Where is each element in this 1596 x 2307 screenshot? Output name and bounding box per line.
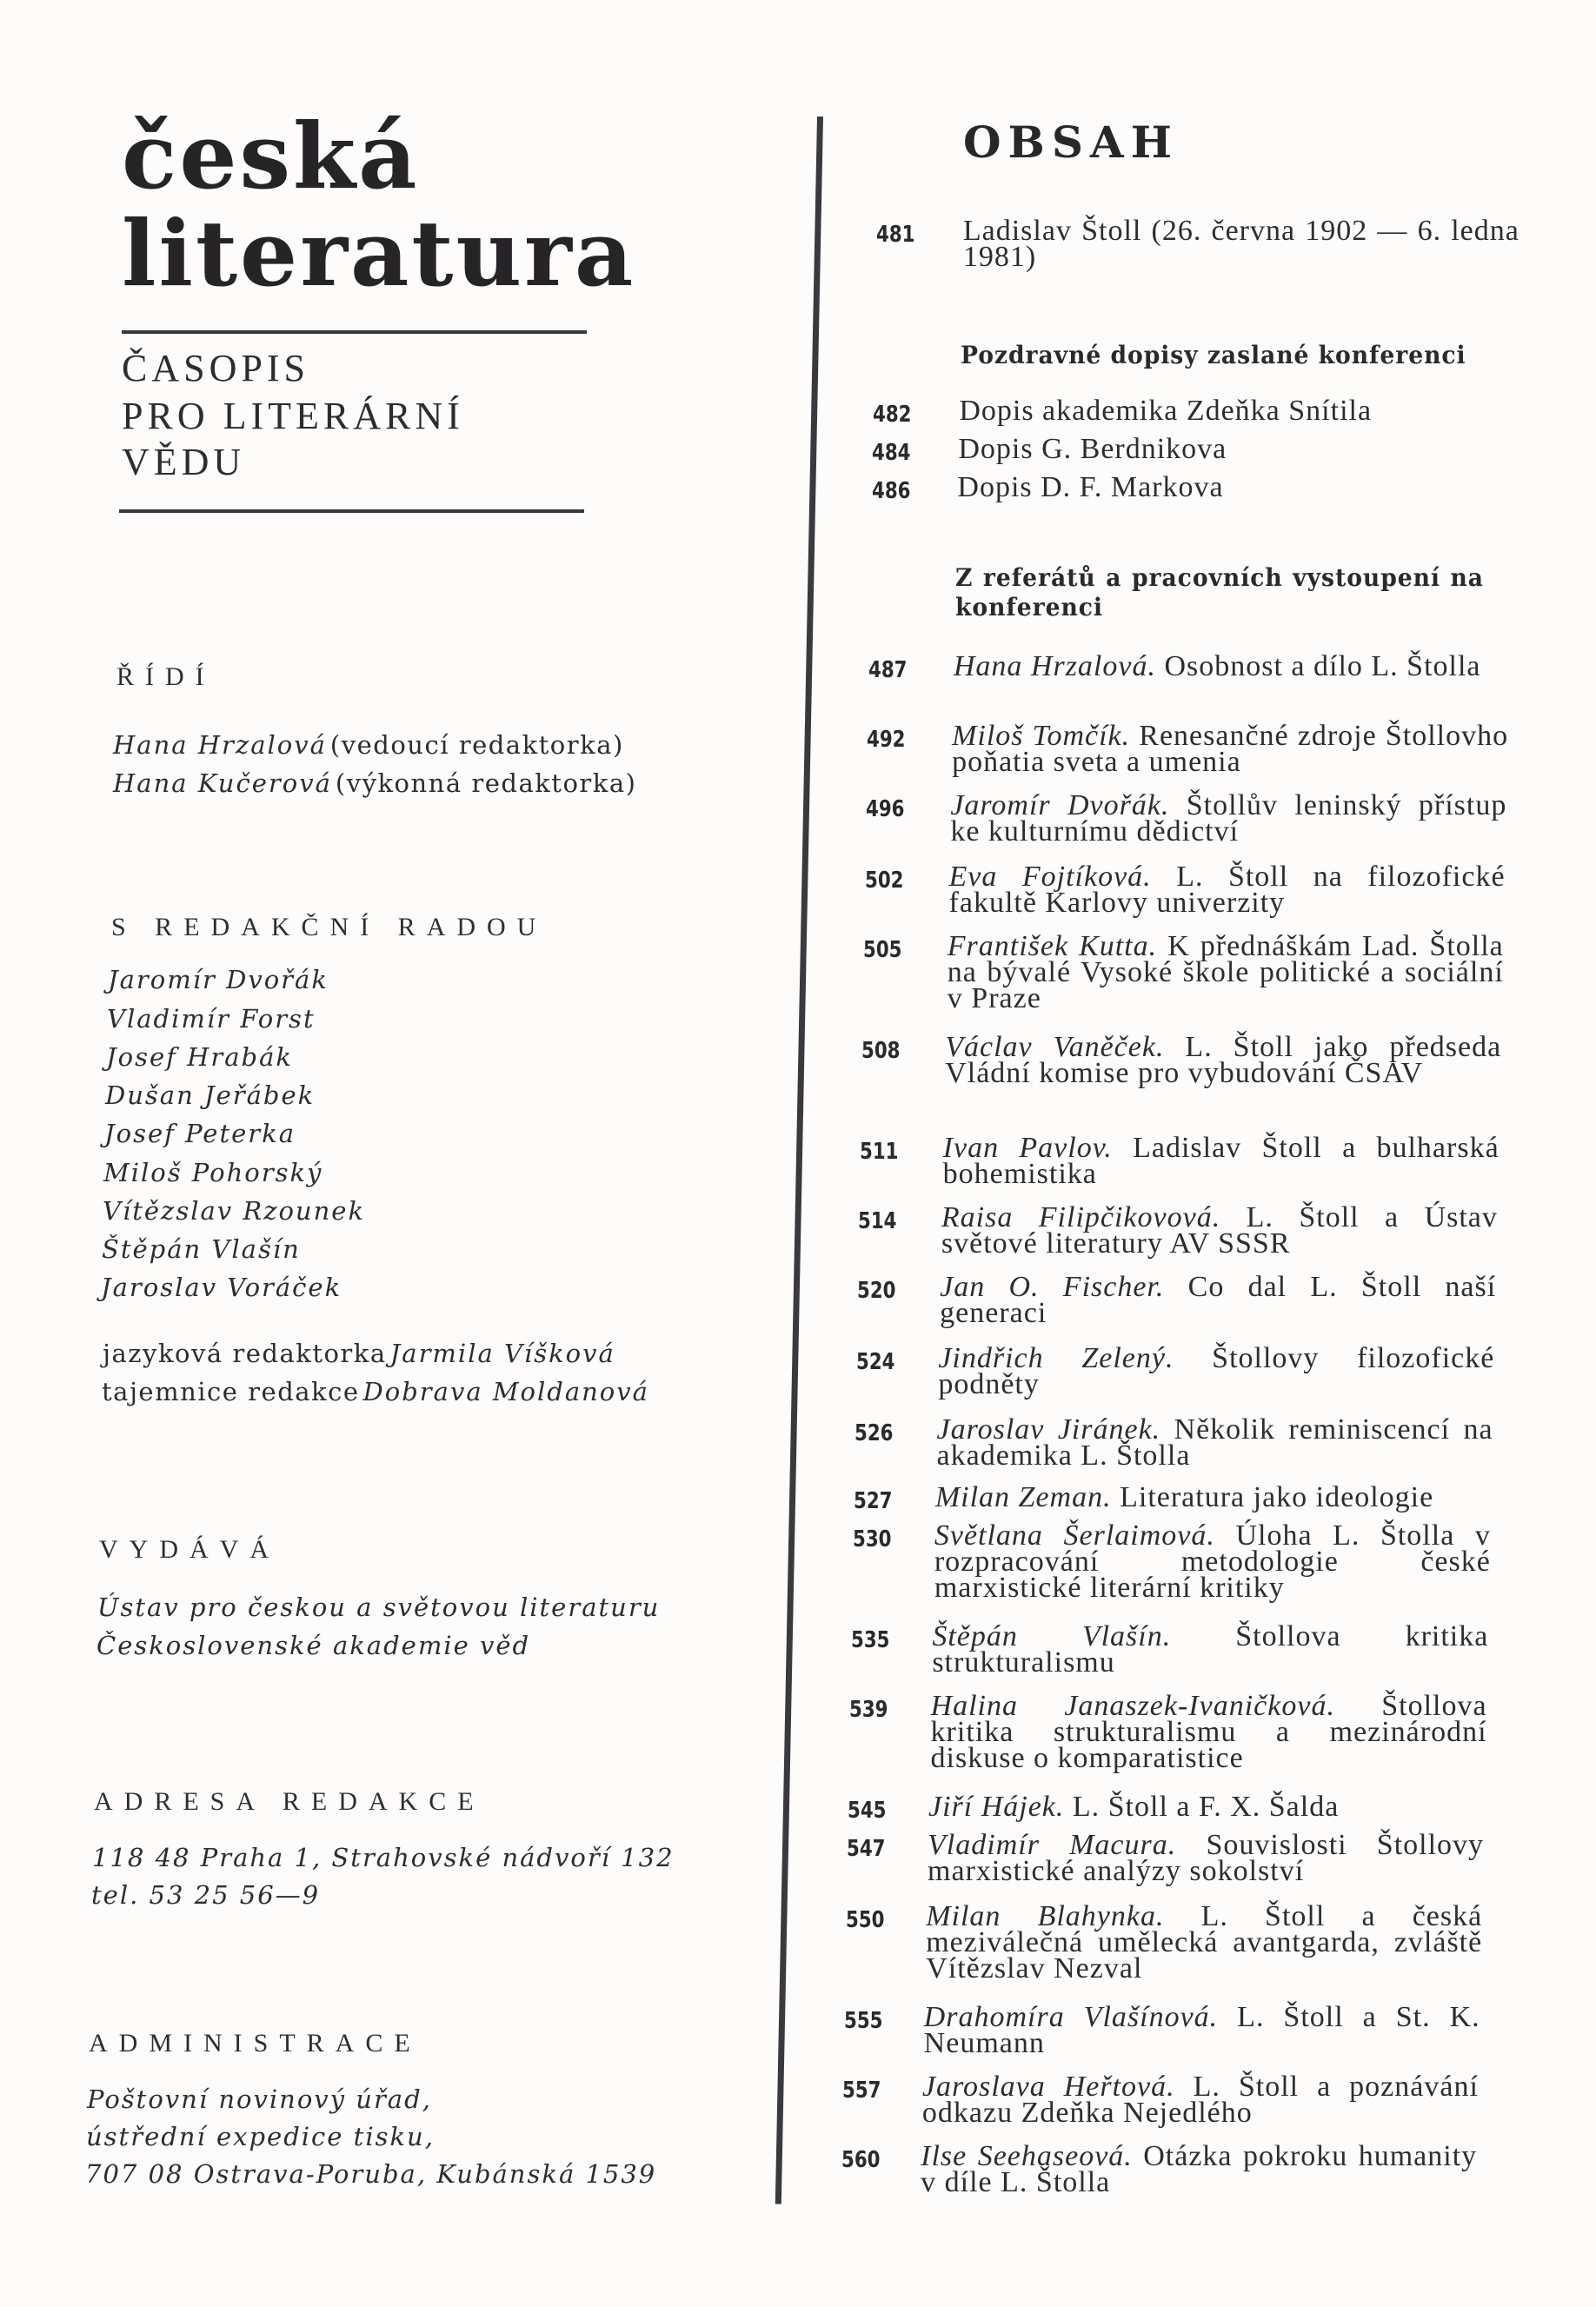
entry-title: Ladislav Štoll (26. června 1902 — 6. ledna 1981) bbox=[962, 215, 1520, 273]
subtitle-line3: VĚDU bbox=[122, 441, 246, 483]
page-number: 502 bbox=[864, 868, 904, 894]
editor-role: (výkonná redaktorka) bbox=[335, 768, 637, 798]
board-member: Dušan Jeřábek bbox=[105, 1080, 316, 1110]
admin-line: 707 08 Ostrava-Poruba, Kubánská 1539 bbox=[85, 2159, 657, 2189]
staff-line-1 bbox=[103, 1339, 615, 1368]
entry-title: Literatura jako ideologie bbox=[1120, 1481, 1434, 1513]
entry-text bbox=[957, 471, 1513, 503]
entry-author: Miloš Tomčík. bbox=[952, 720, 1131, 752]
entry-title: Souvislosti Štollovy marxistické analýzy sokolství bbox=[928, 1829, 1485, 1887]
board-member: Josef Hrabák bbox=[106, 1042, 293, 1072]
entry-text bbox=[952, 720, 1509, 778]
page-number: 524 bbox=[855, 1349, 895, 1375]
editor-name: Hana Hrzalová bbox=[113, 730, 327, 760]
board-heading: S REDAKČNÍ RADOU bbox=[111, 913, 548, 941]
entry-title: Osobnost a dílo L. Štolla bbox=[1164, 650, 1481, 682]
entry-text bbox=[928, 1829, 1485, 1887]
subtitle-line2: PRO LITERÁRNÍ bbox=[122, 395, 464, 437]
page-number: 527 bbox=[853, 1488, 893, 1514]
page-number: 557 bbox=[842, 2078, 881, 2104]
entry-title: Dopis akademika Zdeňka Snítila bbox=[959, 395, 1373, 427]
section-heading: Z referátů a pracovních vystoupení na konferenci bbox=[955, 563, 1485, 622]
board-member: Štěpán Vlašín bbox=[102, 1234, 301, 1264]
publisher-line: Československé akademie věd bbox=[96, 1631, 531, 1660]
entry-title: L. Štoll a Ústav světové literatury AV SSSR bbox=[941, 1201, 1498, 1260]
phone-line: tel. 53 25 56—9 bbox=[91, 1880, 321, 1910]
entry-title: Dopis D. F. Markova bbox=[957, 471, 1224, 503]
page-number: 508 bbox=[861, 1038, 901, 1064]
page-number: 514 bbox=[858, 1208, 897, 1234]
entry-title: L. Štoll jako předseda Vládní komise pro vybudování ČSAV bbox=[945, 1031, 1502, 1089]
page-number: 526 bbox=[855, 1420, 894, 1446]
section-heading: Pozdravné dopisy zaslané konferenci bbox=[960, 341, 1466, 369]
entry-author: Jiří Hájek. bbox=[928, 1791, 1065, 1823]
entry-text bbox=[948, 861, 1506, 919]
entry-author: Eva Fojtíková. bbox=[948, 861, 1152, 893]
page-number: 505 bbox=[863, 937, 902, 963]
board-member: Jaromír Dvořák bbox=[108, 965, 329, 994]
entry-text bbox=[941, 1201, 1498, 1260]
page-number: 547 bbox=[847, 1836, 886, 1862]
entry-author: Ilse Seehaseová. bbox=[921, 2140, 1133, 2172]
entry-title: Štollova kritika strukturalismu a mezinárodní diskuse o komparatistice bbox=[930, 1690, 1487, 1774]
page-number: 486 bbox=[871, 478, 911, 504]
staff-name: Jarmila Víšková bbox=[389, 1339, 615, 1368]
editor-role: (vedoucí redaktorka) bbox=[329, 730, 624, 760]
page-number: 484 bbox=[872, 440, 911, 466]
page-number: 550 bbox=[846, 1907, 885, 1933]
entry-author: Jindřich Zelený. bbox=[938, 1342, 1174, 1374]
publisher-heading: VYDÁVÁ bbox=[99, 1535, 280, 1564]
entry-title: Renesančné zdroje Štollovho poňatia sveta a umenia bbox=[952, 720, 1509, 778]
entry-title: Dopis G. Berdnikova bbox=[958, 433, 1227, 465]
ridi-heading: ŘÍDÍ bbox=[116, 662, 216, 691]
entry-author: Jaroslava Heřtová. bbox=[921, 2071, 1175, 2103]
address-heading: ADRESA REDAKCE bbox=[94, 1787, 485, 1816]
page-number: 487 bbox=[868, 657, 908, 683]
publisher-line: Ústav pro českou a světovou literaturu bbox=[97, 1592, 661, 1622]
entry-title: Štollovy filozofické podněty bbox=[938, 1342, 1495, 1400]
masthead-rule-bottom bbox=[119, 509, 584, 513]
entry-author: Jan O. Fischer. bbox=[940, 1271, 1165, 1303]
journal-title-line1: česká bbox=[122, 103, 420, 209]
entry-author: Hana Hrzalová. bbox=[953, 650, 1156, 682]
page-number: 511 bbox=[859, 1139, 899, 1165]
journal-title-line2: literatura bbox=[122, 200, 636, 307]
page-number: 482 bbox=[873, 402, 912, 428]
ridi-person-2 bbox=[113, 768, 636, 798]
entry-text bbox=[953, 650, 1510, 682]
entry-title: Co dal L. Štoll naší generaci bbox=[940, 1271, 1497, 1329]
column-divider bbox=[775, 116, 823, 2204]
entry-text bbox=[936, 1413, 1493, 1472]
subtitle-line1: ČASOPIS bbox=[122, 347, 309, 389]
entry-title: Štollův leninský přístup ke kulturnímu dědictví bbox=[950, 789, 1507, 848]
entry-title: L. Štoll a F. X. Šalda bbox=[1072, 1791, 1340, 1823]
entry-author: Drahomíra Vlašínová. bbox=[923, 2001, 1219, 2033]
entry-text bbox=[934, 1519, 1491, 1604]
page-number: 560 bbox=[841, 2147, 881, 2173]
entry-title: Ladislav Štoll a bulharská bohemistika bbox=[942, 1132, 1500, 1190]
entry-title: L. Štoll a česká meziválečná umělecká avantgarda, zvláště Vítězslav Nezval bbox=[926, 1900, 1483, 1985]
page-number: 545 bbox=[848, 1798, 887, 1824]
page-number: 520 bbox=[857, 1278, 896, 1304]
board-member: Vítězslav Rzounek bbox=[103, 1196, 366, 1226]
entry-text bbox=[928, 1791, 1485, 1823]
ridi-person-1 bbox=[113, 730, 624, 760]
entry-title: Štollova kritika strukturalismu bbox=[932, 1620, 1489, 1679]
entry-author: Jaromír Dvořák. bbox=[950, 789, 1170, 821]
entry-author: Halina Janaszek-Ivaničková. bbox=[930, 1690, 1335, 1722]
entry-author: Václav Vaněček. bbox=[945, 1031, 1165, 1063]
entry-text bbox=[926, 1900, 1483, 1985]
admin-line: ústřední expedice tisku, bbox=[86, 2122, 435, 2151]
entry-title: L. Štoll a poznávání odkazu Zdeňka Nejedlého bbox=[921, 2071, 1479, 2129]
page-number: 481 bbox=[875, 222, 915, 248]
entry-title: L. Štoll a St. K. Neumann bbox=[923, 2001, 1480, 2059]
page-number: 496 bbox=[866, 796, 905, 822]
entry-title: Několik reminiscencí na akademika L. Štolla bbox=[936, 1413, 1493, 1472]
entry-text bbox=[923, 2001, 1480, 2059]
board-member: Jaroslav Voráček bbox=[101, 1273, 342, 1302]
entry-text bbox=[959, 395, 1515, 427]
board-member: Miloš Pohorský bbox=[103, 1158, 323, 1187]
entry-text bbox=[930, 1690, 1487, 1774]
entry-text bbox=[947, 930, 1504, 1014]
page-number: 539 bbox=[849, 1697, 888, 1723]
page-number: 555 bbox=[843, 2008, 883, 2034]
address-line: 118 48 Praha 1, Strahovské nádvoří 132 bbox=[92, 1843, 675, 1872]
entry-author: Štěpán Vlašín. bbox=[932, 1620, 1172, 1652]
entry-author: Vladimír Macura. bbox=[928, 1829, 1177, 1861]
entry-text bbox=[942, 1132, 1500, 1190]
entry-text bbox=[945, 1031, 1502, 1089]
page-number: 492 bbox=[867, 727, 906, 753]
entry-text bbox=[932, 1620, 1489, 1679]
entry-author: Ivan Pavlov. bbox=[942, 1132, 1113, 1164]
contents-heading: OBSAH bbox=[963, 116, 1179, 168]
entry-text bbox=[958, 433, 1514, 465]
page-number: 530 bbox=[852, 1526, 892, 1552]
entry-author: Raisa Filipčikovová. bbox=[941, 1201, 1221, 1233]
entry-author: Milan Zeman. bbox=[934, 1481, 1112, 1513]
entry-text bbox=[962, 215, 1520, 273]
entry-text bbox=[950, 789, 1507, 848]
entry-text bbox=[934, 1481, 1492, 1513]
entry-text bbox=[940, 1271, 1497, 1329]
page-number: 535 bbox=[850, 1627, 890, 1653]
entry-text bbox=[921, 2140, 1478, 2198]
staff-role: jazyková redaktorka bbox=[103, 1339, 387, 1368]
board-member: Vladimír Forst bbox=[107, 1004, 316, 1034]
entry-author: Milan Blahynka. bbox=[926, 1900, 1165, 1932]
staff-name: Dobrava Moldanová bbox=[362, 1377, 649, 1406]
entry-title: Otázka pokroku humanity v díle L. Štolla bbox=[921, 2140, 1478, 2198]
admin-line: Poštovní novinový úřad, bbox=[87, 2084, 432, 2114]
entry-author: Světlana Šerlaimová. bbox=[934, 1519, 1215, 1552]
entry-author: Jaroslav Jiránek. bbox=[936, 1413, 1161, 1446]
entry-title: Úloha L. Štolla v rozpracování metodologie české marxistické literární kritiky bbox=[934, 1519, 1491, 1604]
staff-line-2 bbox=[102, 1377, 649, 1406]
admin-heading: ADMINISTRACE bbox=[89, 2029, 422, 2058]
entry-title: L. Štoll na filozofické fakultě Karlovy univerzity bbox=[948, 861, 1506, 919]
staff-role: tajemnice redakce bbox=[102, 1377, 360, 1406]
editor-name: Hana Kučerová bbox=[113, 768, 332, 798]
board-member: Josef Peterka bbox=[104, 1119, 296, 1148]
entry-title: K přednáškám Lad. Štolla na bývalé Vysoké škole politické a sociální v Praze bbox=[947, 930, 1504, 1014]
entry-text bbox=[938, 1342, 1495, 1400]
masthead-rule-top bbox=[122, 330, 587, 334]
entry-author: František Kutta. bbox=[947, 930, 1158, 962]
entry-text bbox=[921, 2071, 1479, 2129]
